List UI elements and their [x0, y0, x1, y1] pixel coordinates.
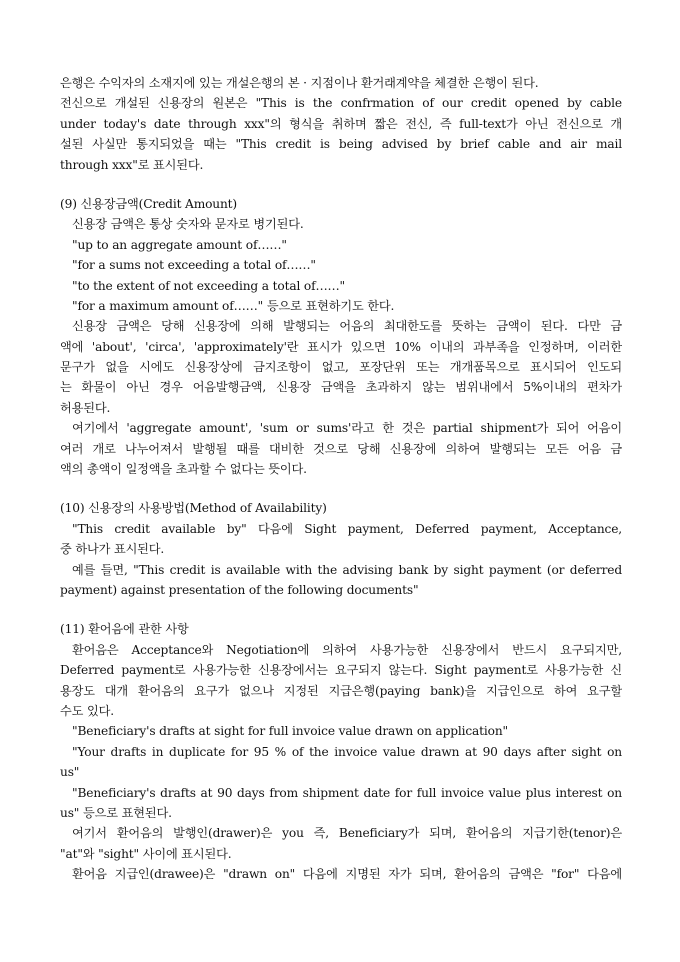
section-9-heading: (9) 신용장금액(Credit Amount): [60, 196, 238, 211]
section-9-paragraph: 액의 총액이 일정액을 초과할 수 없다는 뜻이다.: [60, 462, 307, 477]
section-10-paragraph: payment) against presentation of the following documents": [60, 582, 419, 597]
section-11-example: "Beneficiary's drafts at 90 days from shipment date for full invoice value plus interest on: [72, 785, 622, 800]
intro-line: under today's date through xxx"의 형식을 취하며 짧은 전신, 즉 full-text가 아닌 전신으로 개: [60, 116, 622, 131]
intro-line: through xxx"로 표시된다.: [60, 157, 204, 172]
section-9-paragraph: 신용장 금액은 당해 신용장에 의해 발행되는 어음의 최대한도를 뜻하는 금액이 된다. 다만 금: [72, 319, 622, 334]
intro-line: 설된 사실만 통지되었을 때는 "This credit is being advised by brief cable and air mail: [60, 137, 622, 152]
section-10-heading: (10) 신용장의 사용방법(Method of Availability): [60, 501, 327, 516]
section-11-paragraph: "at"와 "sight" 사이에 표시된다.: [60, 846, 232, 861]
section-10-paragraph: 중 하나가 표시된다.: [60, 542, 165, 557]
intro-line: 은행은 수익자의 소재지에 있는 개설은행의 본 · 지점이나 환거래계약을 체결한 은행이 된다.: [60, 76, 539, 90]
section-9-paragraph: 여러 개로 나누어져서 발행될 때를 대비한 것으로 당해 신용장에 의하여 발행되는 모든 어음 금: [60, 441, 622, 456]
section-9-line: "for a maximum amount of……" 등으로 표현하기도 한다.: [72, 298, 395, 313]
section-9-paragraph: 액에 'about', 'circa', 'approximately'란 표시가 있으면 10% 이내의 과부족을 인정하며, 이러한: [60, 339, 622, 354]
section-11-example: "Beneficiary's drafts at sight for full invoice value drawn on application": [72, 724, 509, 739]
section-11-example: us" 등으로 표현된다.: [60, 805, 172, 820]
intro-line: 전신으로 개설된 신용장의 원본은 "This is the confrmation of our credit opened by cable: [60, 96, 622, 111]
section-11-paragraph: 여기서 환어음의 발행인(drawer)은 you 즉, Beneficiary가 되며, 환어음의 지급기한(tenor)은: [72, 826, 622, 841]
section-11-example: us": [60, 765, 80, 780]
section-11-paragraph: Deferred payment로 사용가능한 신용장에서는 요구되지 않는다. Sight payment로 사용가능한 신: [60, 663, 622, 678]
section-9-paragraph: 허용된다.: [60, 400, 111, 415]
section-9-paragraph: 는 화물이 아닌 경우 어음발행금액, 신용장 금액을 초과하지 않는 범위내에서 5%이내의 편차가: [60, 380, 622, 395]
section-9-paragraph: 여기에서 'aggregate amount', 'sum or sums'라고 한 것은 partial shipment가 되어 어음이: [72, 421, 622, 436]
section-11-paragraph: 환어음 지급인(drawee)은 "drawn on" 다음에 지명된 자가 되며, 환어음의 금액은 "for" 다음에: [72, 867, 622, 882]
section-10-paragraph: 예를 들면, "This credit is available with the advising bank by sight payment (or deferred: [72, 562, 622, 577]
section-9-line: 신용장 금액은 통상 숫자와 문자로 병기된다.: [72, 217, 304, 232]
section-11-example: "Your drafts in duplicate for 95 % of the invoice value drawn at 90 days after sight on: [72, 744, 622, 759]
section-11-paragraph: 수도 있다.: [60, 703, 114, 718]
section-9-line: "up to an aggregate amount of……": [72, 237, 287, 252]
section-11-heading: (11) 환어음에 관한 사항: [60, 622, 189, 637]
section-9-line: "for a sums not exceeding a total of……": [72, 258, 316, 273]
section-11-paragraph: 환어음은 Acceptance와 Negotiation에 의하여 사용가능한 신용장에서 반드시 요구되지만,: [72, 642, 622, 657]
section-11-paragraph: 용장도 대개 환어음의 요구가 없으나 지정된 지급은행(paying bank)을 지급인으로 하여 요구할: [60, 683, 622, 698]
section-9-line: "to the extent of not exceeding a total of……": [72, 278, 345, 293]
section-9-paragraph: 문구가 없을 시에도 신용장상에 금지조항이 없고, 포장단위 또는 개개품목으로 표시되어 인도되: [60, 360, 622, 375]
section-10-paragraph: "This credit available by" 다음에 Sight payment, Deferred payment, Acceptance,: [72, 521, 622, 536]
